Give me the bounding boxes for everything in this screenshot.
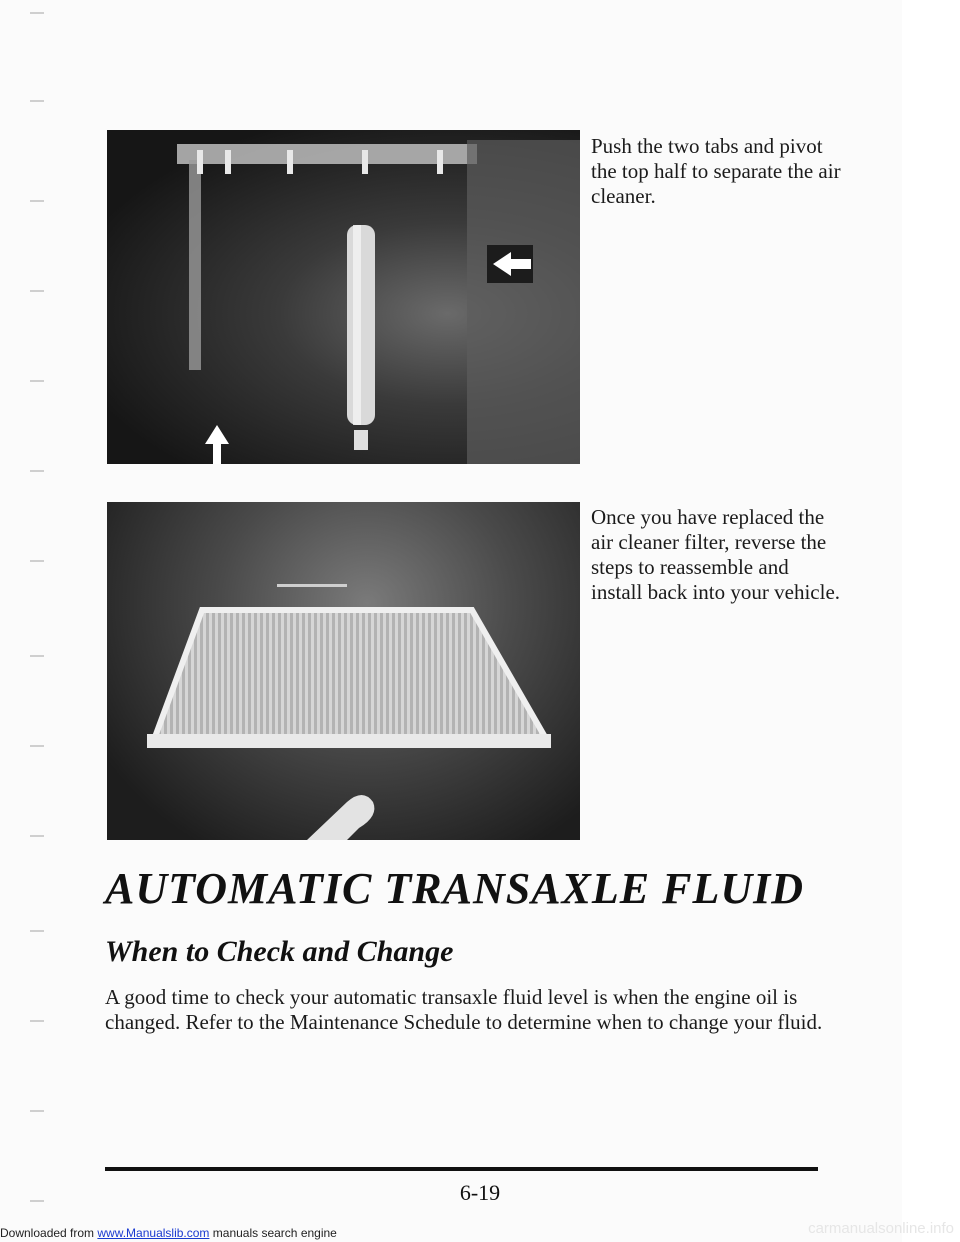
scan-mark (30, 655, 44, 657)
scan-mark (30, 560, 44, 562)
section-title: AUTOMATIC TRANSAXLE FLUID (105, 864, 805, 913)
footer-suffix: manuals search engine (209, 1226, 337, 1240)
scan-mark (30, 835, 44, 837)
left-arrow-icon (487, 245, 533, 283)
right-margin (902, 0, 960, 1242)
up-arrow-icon (205, 425, 229, 464)
scan-mark (30, 380, 44, 382)
air-cleaner-tabs-illustration (107, 130, 580, 464)
scan-mark (30, 1200, 44, 1202)
section-body-text: A good time to check your automatic transaxle fluid level is when the engine oil is changed. Refer to the Maintenance Schedule to determine when to change your fluid. (105, 985, 823, 1034)
page-number: 6-19 (459, 1180, 501, 1205)
footer-prefix: Downloaded from (0, 1226, 98, 1240)
figure-2-caption: Once you have replaced the air cleaner filter, reverse the steps to reassemble and install back into your vehicle. (591, 505, 841, 604)
scan-mark (30, 1110, 44, 1112)
scan-mark (30, 930, 44, 932)
manualslib-link[interactable]: www.Manualslib.com (97, 1226, 210, 1240)
scan-mark (30, 470, 44, 472)
air-cleaner-filter-photo (107, 502, 580, 840)
subsection-title: When to Check and Change (105, 935, 454, 968)
figure-1-caption: Push the two tabs and pivot the top half to separate the air cleaner. (591, 134, 841, 208)
scan-mark (30, 12, 44, 14)
scan-mark (30, 1020, 44, 1022)
download-footer (0, 1226, 337, 1240)
air-cleaner-filter-illustration (107, 502, 580, 840)
footer-rule (105, 1167, 818, 1171)
watermark: carmanualsonline.info (808, 1220, 954, 1237)
scan-mark (30, 100, 44, 102)
scan-mark (30, 200, 44, 202)
scan-mark (30, 745, 44, 747)
scan-mark (30, 290, 44, 292)
air-cleaner-tabs-photo (107, 130, 580, 464)
